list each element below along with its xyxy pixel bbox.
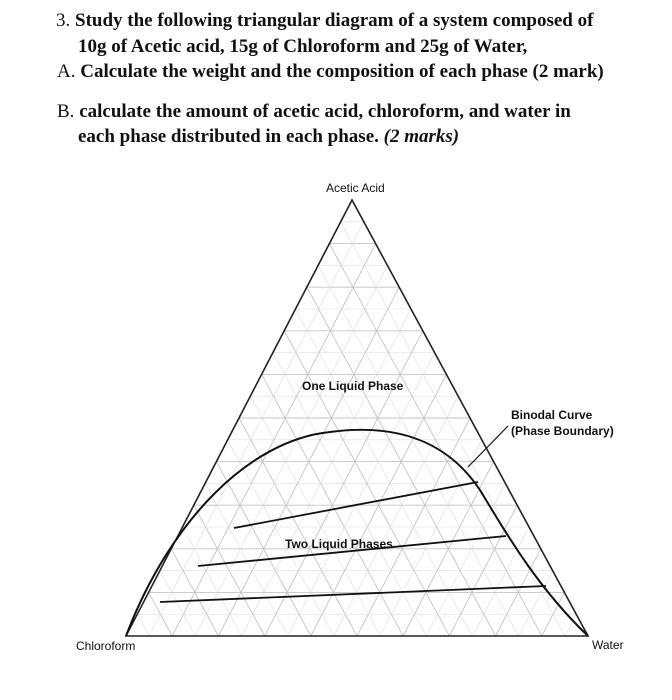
grid-line [250, 396, 380, 636]
grid-line [296, 309, 473, 636]
region-label-one-phase: One Liquid Phase [302, 379, 404, 393]
grid-line [195, 265, 387, 636]
grid-line [183, 527, 242, 636]
part-b-letter: B. [57, 101, 75, 122]
binodal-label-line-1: Binodal Curve [511, 408, 593, 422]
part-b-text-2: each phase distributed in each phase. [78, 126, 379, 147]
grid-line [473, 527, 530, 636]
apex-label-water: Water [592, 638, 624, 652]
question-text-2: 10g of Acetic acid, 15g of Chloroform and 25g of Water, [78, 36, 528, 57]
apex-label-acetic-acid: Acetic Acid [326, 181, 385, 195]
region-label-two-phase: Two Liquid Phases [285, 537, 393, 551]
grid-line [380, 440, 482, 636]
part-a-text: Calculate the weight and the composition of each phase (2 mark) [80, 61, 604, 82]
part-a-letter: A. [57, 61, 76, 82]
part-b-marks: (2 marks) [383, 126, 460, 147]
binodal-curve [126, 430, 588, 636]
grid-line [205, 483, 288, 636]
grid-line [426, 483, 505, 636]
question-text-1: Study the following triangular diagram of a system composed of [75, 10, 594, 31]
grid-line [149, 222, 364, 636]
grid-line [242, 309, 412, 636]
question-number: 3. [56, 10, 71, 31]
grid-line [137, 614, 149, 636]
binodal-pointer-line [468, 426, 508, 467]
part-b-text-1: calculate the amount of acetic acid, chloroform, and water in [79, 101, 571, 122]
binodal-label-line-2: (Phase Boundary) [511, 424, 614, 438]
apex-label-chloroform: Chloroform [76, 639, 136, 653]
grid-line [318, 265, 519, 636]
